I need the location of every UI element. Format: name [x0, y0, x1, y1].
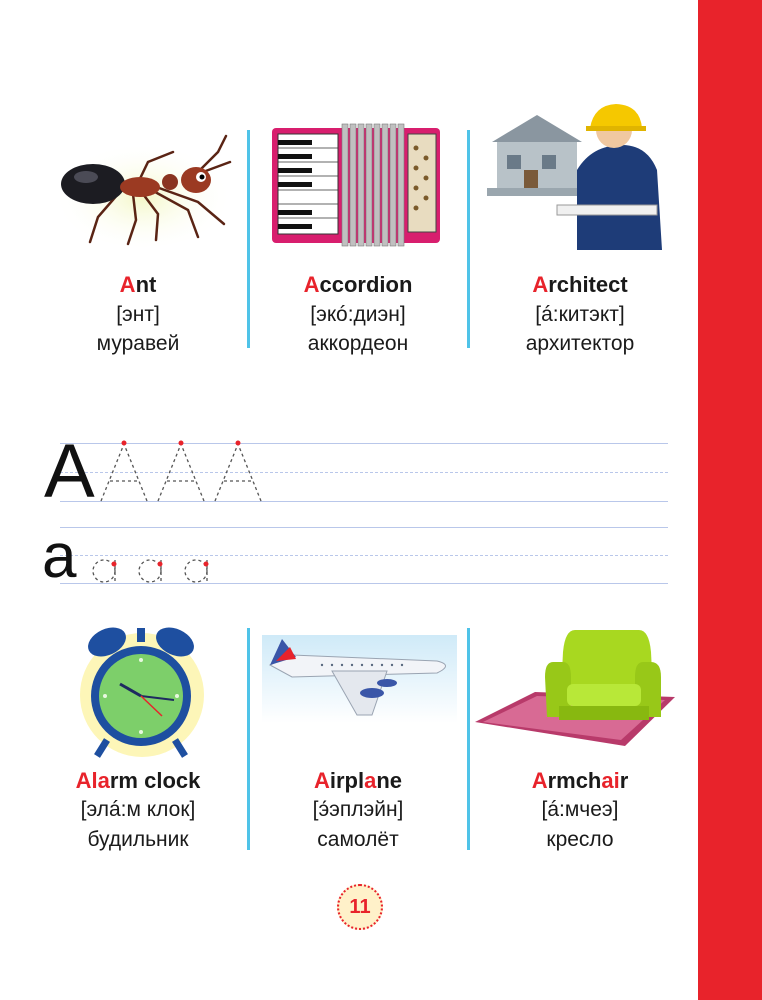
ant-icon — [48, 132, 233, 250]
uppercase-tracing-letters — [96, 438, 276, 504]
architect-icon — [482, 100, 672, 250]
word-alarm-clock: Alarm clock — [75, 768, 201, 793]
red-side-bar — [698, 0, 762, 1000]
lowercase-letter-sample: a — [42, 522, 77, 591]
pronunciation-airplane: [э́эплэйн] — [312, 798, 404, 821]
airplane-icon — [262, 635, 457, 723]
translation-airplane: самолёт — [317, 828, 399, 851]
translation-armchair: кресло — [546, 828, 614, 851]
accordion-icon — [270, 118, 445, 248]
translation-accordion: аккордеон — [307, 332, 409, 355]
uppercase-letter-sample: A — [44, 429, 95, 514]
word-architect: Architect — [532, 272, 628, 297]
page-number: 11 — [337, 884, 383, 930]
armchair-icon — [475, 622, 675, 747]
pronunciation-armchair: [á:мчеэ] — [541, 798, 619, 821]
lowercase-tracing-letters — [90, 555, 220, 587]
word-armchair: Armchair — [531, 768, 629, 793]
translation-architect: архитектор — [525, 332, 635, 355]
word-ant: Ant — [119, 272, 157, 297]
alarm-clock-icon — [62, 620, 220, 760]
pronunciation-ant: [энт] — [116, 303, 160, 326]
translation-alarm-clock: будильник — [87, 828, 189, 851]
pronunciation-alarm-clock: [элá:м клок] — [80, 798, 196, 821]
pronunciation-architect: [á:китэкт] — [535, 303, 625, 326]
pronunciation-accordion: [экó:диэн] — [310, 303, 406, 326]
translation-ant: муравей — [96, 332, 180, 355]
word-airplane: Airplane — [313, 768, 403, 793]
guide-line — [60, 527, 668, 528]
word-accordion: Accordion — [303, 272, 413, 297]
